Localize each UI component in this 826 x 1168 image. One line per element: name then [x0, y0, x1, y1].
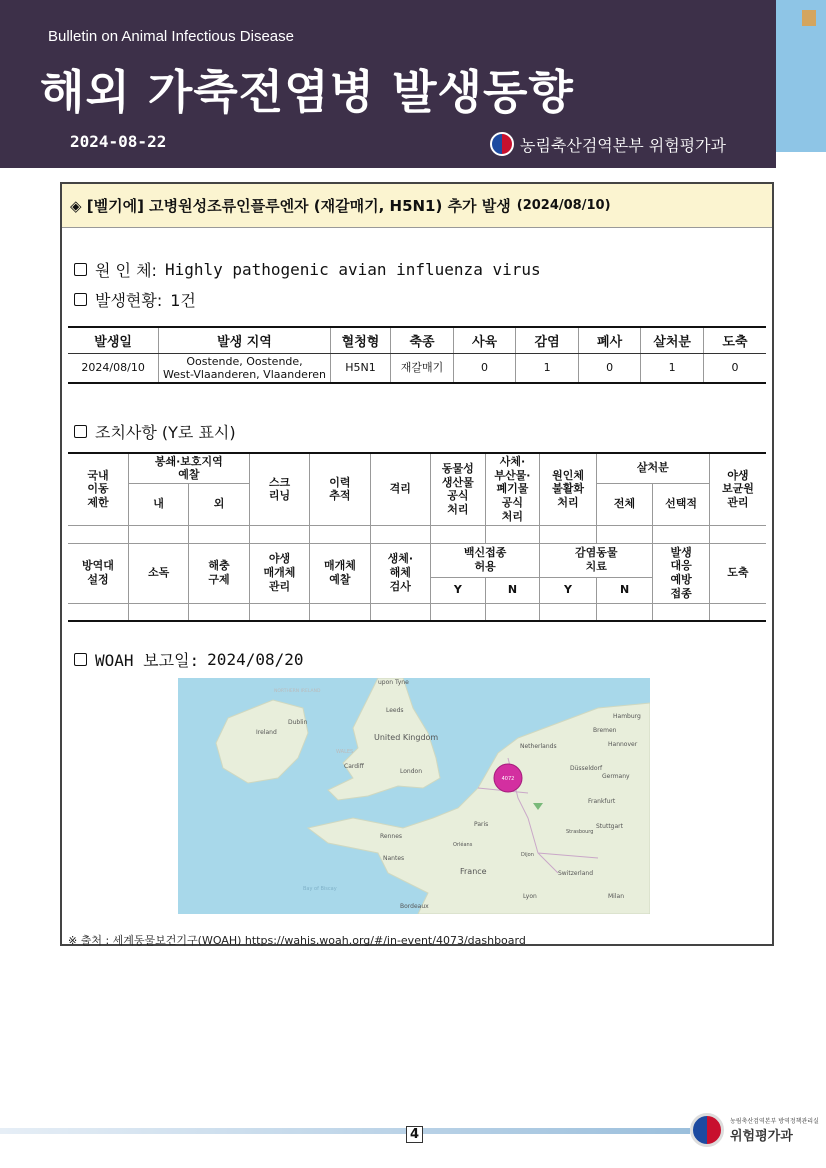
m-vax-n: N: [485, 577, 540, 603]
bulletin-subtitle: Bulletin on Animal Infectious Disease: [48, 28, 294, 45]
m-outside: 외: [189, 483, 249, 525]
cell-region-line2: West-Vlaanderen, Vlaanderen: [163, 367, 326, 381]
map-label-frankfurt: Frankfurt: [588, 798, 616, 805]
cell-serotype: H5N1: [330, 353, 391, 383]
m-val: [310, 603, 370, 621]
m-pest: 해충 구제: [189, 543, 249, 603]
col-raised: 사육: [453, 327, 516, 353]
side-accent-blue: [776, 0, 826, 152]
map-label-bremen: Bremen: [593, 727, 617, 734]
page-number: 4: [406, 1126, 423, 1143]
map-label-milan: Milan: [608, 893, 624, 900]
map-label-hamburg: Hamburg: [613, 713, 641, 720]
m-val: [128, 525, 188, 543]
cell-region: [159, 353, 330, 383]
measures-label: 조치사항 (Y로 표시): [95, 423, 236, 442]
m-val: [370, 603, 430, 621]
col-slaughtered: 도축: [703, 327, 766, 353]
m-val: [249, 603, 309, 621]
m-vaccine: 백신접종 허용: [431, 543, 540, 577]
cell-dead: 0: [578, 353, 641, 383]
map-label-rennes: Rennes: [380, 833, 403, 840]
woah-label: WOAH 보고일:: [95, 651, 200, 670]
report-heading-date: (2024/08/10): [516, 198, 611, 213]
status-section: [74, 288, 196, 311]
m-quarantine: 격리: [370, 453, 430, 525]
m-trace: 이력 추적: [310, 453, 370, 525]
cell-culled: 1: [641, 353, 704, 383]
checkbox-icon: [74, 653, 87, 666]
organization: [490, 132, 726, 156]
measures-table: [68, 452, 766, 622]
measures-row-2a: [68, 543, 766, 577]
m-val: [431, 525, 486, 543]
m-val: [485, 525, 540, 543]
m-cull-all: 전체: [596, 483, 653, 525]
m-bio-test: 생체· 해체 검사: [370, 543, 430, 603]
side-accent-orange: [802, 10, 816, 26]
woah-date: 2024/08/20: [207, 650, 304, 669]
measures-row-1a: [68, 453, 766, 483]
status-label: 발생현황:: [95, 291, 163, 310]
footer-logo-text: [730, 1116, 819, 1144]
checkbox-icon: [74, 263, 87, 276]
map-label-hannover: Hannover: [608, 741, 638, 748]
m-val: [68, 603, 128, 621]
outbreak-table-header: [68, 327, 766, 353]
outbreak-map: [178, 678, 650, 914]
footer-logo-big: 위험평가과: [730, 1129, 793, 1144]
agent-label: 원 인 체:: [95, 261, 157, 280]
agent-section: [74, 258, 541, 281]
m-val: [189, 603, 249, 621]
m-wild-vector: 야생 매개체 관리: [249, 543, 309, 603]
m-val: [128, 603, 188, 621]
m-zone: 방역대 설정: [68, 543, 128, 603]
measures-section: [74, 420, 236, 443]
m-val: [431, 603, 486, 621]
header-banner: [0, 0, 776, 168]
map-label-nantes: Nantes: [383, 855, 405, 862]
m-pathogen: 원인체 불활화 처리: [540, 453, 597, 525]
m-val: [68, 525, 128, 543]
col-species: 축종: [391, 327, 454, 353]
m-wild-reservoir: 야생 보균원 관리: [709, 453, 766, 525]
m-treat-y: Y: [540, 577, 597, 603]
bulletin-date: 2024-08-22: [70, 132, 167, 151]
m-val: [596, 603, 653, 621]
map-label-ireland: Ireland: [256, 729, 277, 736]
map-label-paris: Paris: [474, 821, 489, 828]
map-label-dijon: Dijon: [521, 852, 534, 858]
map-label-london: London: [400, 768, 422, 775]
map-label-stuttgart: Stuttgart: [596, 823, 623, 830]
cell-infected: 1: [516, 353, 579, 383]
report-box: [60, 182, 774, 946]
report-heading-text: ◈ [벨기에] 고병원성조류인플루엔자 (재갈매기, H5N1) 추가 발생: [70, 197, 511, 215]
map-label-netherlands: Netherlands: [520, 743, 557, 750]
woah-section: [74, 648, 304, 671]
map-label-lyon: Lyon: [523, 893, 537, 900]
m-carcass: 사체· 부산물· 폐기물 공식 처리: [485, 453, 540, 525]
source-note: ※ 출처 : 세계동물보건기구(WOAH) https://wahis.woah.org/#/in-event/4073/dashboard: [68, 934, 526, 947]
map-label-bordeaux: Bordeaux: [400, 903, 429, 910]
col-serotype: 혈청형: [330, 327, 391, 353]
m-treat-n: N: [596, 577, 653, 603]
footer-line: [0, 1128, 690, 1134]
m-treat: 감염동물 치료: [540, 543, 653, 577]
m-val: [370, 525, 430, 543]
agent-value: Highly pathogenic avian influenza virus: [164, 260, 541, 279]
m-prevent-vax: 발생 대응 예방 접종: [653, 543, 710, 603]
m-cull-select: 선택적: [653, 483, 710, 525]
map-label-dusseldorf: Düsseldorf: [570, 765, 603, 772]
m-vector-surv: 매개체 예찰: [310, 543, 370, 603]
taeguk-logo-icon: [690, 1113, 724, 1147]
cell-date: 2024/08/10: [81, 361, 145, 375]
map-label-switzerland: Switzerland: [558, 870, 593, 877]
col-culled: 살처분: [641, 327, 704, 353]
m-slaughter: 도축: [709, 543, 766, 603]
cell-region-line1: Oostende, Oostende,: [186, 354, 303, 368]
map-label-wales: WALES: [336, 749, 354, 755]
map-label-orleans: Orléans: [453, 842, 473, 848]
map-label-marker: 4072: [501, 776, 515, 782]
map-label-leeds: Leeds: [386, 707, 404, 714]
m-val: [709, 603, 766, 621]
cell-slaughtered: 0: [703, 353, 766, 383]
map-label-dublin: Dublin: [288, 719, 308, 726]
map-label-bay: Bay of Biscay: [303, 886, 337, 892]
measures-value-row-2: [68, 603, 766, 621]
taeguk-logo-icon: [490, 132, 514, 156]
m-val: [540, 525, 597, 543]
table-row: [68, 353, 766, 383]
m-disinfect: 소독: [128, 543, 188, 603]
m-val: [709, 525, 766, 543]
cell-species: 재갈매기: [391, 353, 454, 383]
m-val: [653, 603, 710, 621]
checkbox-icon: [74, 425, 87, 438]
map-label-strasbourg: Strasbourg: [566, 829, 594, 835]
map-label-north-ireland: NORTHERN IRELAND: [274, 689, 321, 694]
footer-logo-small: 농림축산검역본부 방역정책관리실: [730, 1118, 819, 1125]
col-dead: 폐사: [578, 327, 641, 353]
m-movement: 국내 이동 제한: [68, 453, 128, 525]
m-val: [540, 603, 597, 621]
report-heading: [62, 184, 772, 228]
m-lockdown: 봉쇄·보호지역 예찰: [128, 453, 249, 483]
ireland-landmass: [216, 700, 308, 783]
m-val: [310, 525, 370, 543]
status-value: 1건: [170, 291, 196, 310]
m-val: [653, 525, 710, 543]
map-label-germany: Germany: [602, 773, 630, 780]
m-val: [249, 525, 309, 543]
col-region: 발생 지역: [159, 327, 330, 353]
page-title: 해외 가축전염병 발생동향: [40, 65, 574, 119]
m-val: [596, 525, 653, 543]
m-culling: 살처분: [596, 453, 709, 483]
map-label-cardiff: Cardiff: [344, 763, 364, 770]
organization-name: 농림축산검역본부 위험평가과: [520, 135, 727, 155]
m-vax-y: Y: [431, 577, 486, 603]
m-screening: 스크 리닝: [249, 453, 309, 525]
m-val: [485, 603, 540, 621]
m-inside: 내: [128, 483, 188, 525]
cell-raised: 0: [453, 353, 516, 383]
col-date: 발생일: [68, 327, 159, 353]
map-label-france: France: [460, 867, 487, 876]
m-animal-products: 동물성 생산물 공식 처리: [431, 453, 486, 525]
map-label-uk: United Kingdom: [374, 733, 439, 742]
outbreak-table: [68, 326, 766, 384]
measures-value-row-1: [68, 525, 766, 543]
map-label-upon-tyne: upon Tyne: [378, 679, 409, 686]
checkbox-icon: [74, 293, 87, 306]
col-infected: 감염: [516, 327, 579, 353]
footer-logo: [690, 1108, 820, 1152]
map-svg: [178, 678, 650, 914]
m-val: [189, 525, 249, 543]
